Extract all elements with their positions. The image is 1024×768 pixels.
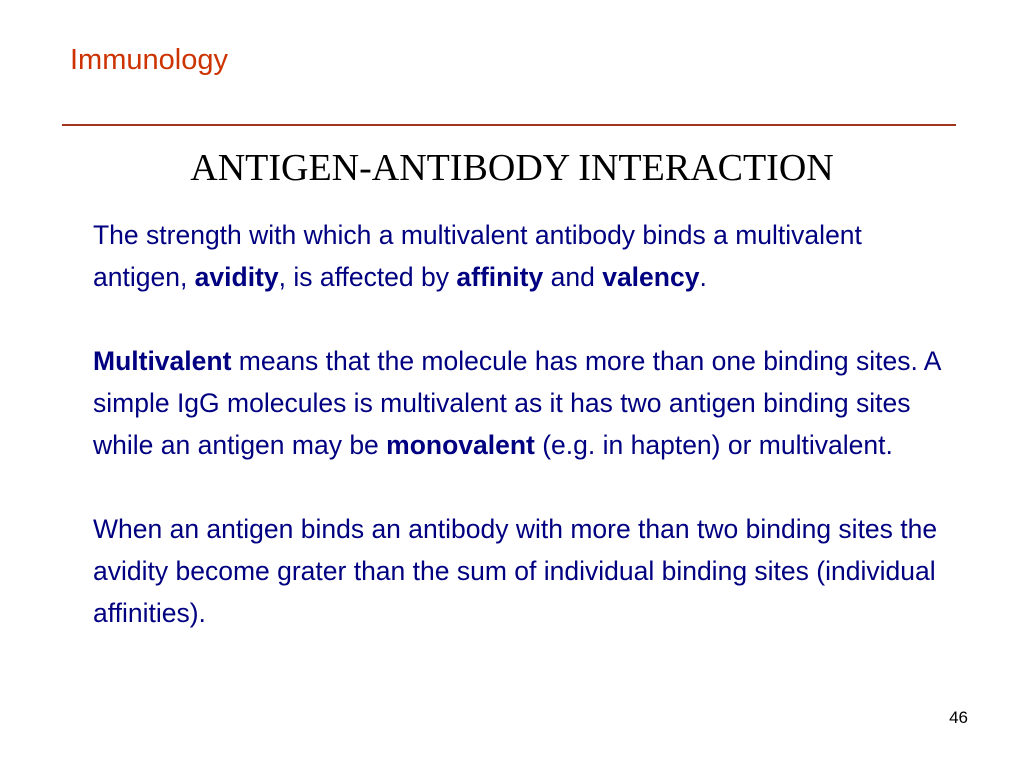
paragraph-binding-sites — [93, 508, 953, 634]
term-affinity: affinity — [456, 262, 544, 292]
slide-header-label: Immunology — [70, 44, 228, 76]
text-segment: (e.g. in hapten) or multivalent. — [534, 430, 893, 460]
text-segment: and — [543, 262, 603, 292]
text-segment: The strength with which a multivalent antibody binds a multivalent antigen, — [93, 220, 862, 292]
term-monovalent: monovalent — [386, 430, 535, 460]
text-segment: . — [699, 262, 707, 292]
term-avidity: avidity — [194, 262, 279, 292]
text-segment: When an antigen binds an antibody with more than two binding sites the avidity become grater than the sum of individual binding sites (individual affinities). — [93, 514, 938, 628]
slide-body — [93, 214, 953, 634]
header-divider — [62, 124, 956, 126]
paragraph-multivalent — [93, 340, 953, 466]
slide-title: ANTIGEN-ANTIBODY INTERACTION — [190, 147, 834, 189]
text-segment: , is affected by — [278, 262, 457, 292]
term-valency: valency — [602, 262, 700, 292]
page-number: 46 — [949, 708, 968, 727]
term-multivalent: Multivalent — [93, 346, 232, 376]
paragraph-avidity — [93, 214, 953, 298]
text-segment: means that the molecule has more than one binding sites. A simple IgG molecules is multivalent as it has two antigen binding sites while an antigen may be — [93, 346, 940, 460]
